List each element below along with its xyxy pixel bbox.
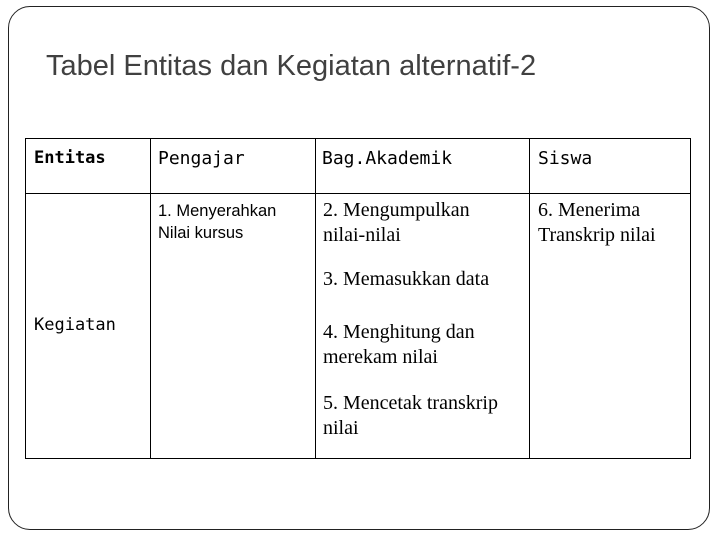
akademik-activity-line: 5. Mencetak transkrip — [323, 392, 498, 414]
akademik-activities-cell — [316, 194, 530, 459]
akademik-activity-line: 2. Mengumpulkan — [323, 199, 470, 221]
akademik-activity-line: nilai-nilai — [323, 224, 401, 246]
akademik-activity-line: nilai — [323, 417, 359, 439]
row-label-cell — [26, 194, 151, 459]
akademik-activity-2 — [323, 198, 470, 248]
table-row-kegiatan — [26, 194, 691, 459]
header-cell-akademik — [316, 139, 530, 194]
pengajar-activities-cell — [151, 194, 316, 459]
akademik-activity-4 — [323, 320, 475, 370]
siswa-activity-line: Transkrip nilai — [538, 224, 656, 246]
header-akademik: Bag.Akademik — [322, 148, 453, 169]
header-cell-entitas — [26, 139, 151, 194]
akademik-activity-5 — [323, 391, 498, 441]
akademik-activity-3 — [323, 267, 489, 292]
header-entitas: Entitas — [34, 148, 106, 168]
akademik-activity-line: 4. Menghitung dan — [323, 321, 475, 343]
header-siswa: Siswa — [538, 148, 593, 169]
pengajar-activity — [158, 200, 276, 244]
siswa-activities-cell — [530, 194, 691, 459]
header-pengajar: Pengajar — [158, 148, 245, 169]
header-cell-pengajar — [151, 139, 316, 194]
pengajar-activity-line: 1. Menyerahkan — [158, 202, 277, 220]
akademik-activity-line: merekam nilai — [323, 346, 438, 368]
siswa-activity-line: 6. Menerima — [538, 199, 641, 221]
entity-activity-table — [25, 138, 691, 459]
slide-title: Tabel Entitas dan Kegiatan alternatif-2 — [46, 50, 537, 82]
siswa-activity — [538, 198, 656, 248]
header-cell-siswa — [530, 139, 691, 194]
row-label-kegiatan: Kegiatan — [34, 315, 116, 335]
table-header-row — [26, 139, 691, 194]
pengajar-activity-line: Nilai kursus — [158, 224, 244, 242]
akademik-activity-line: 3. Memasukkan data — [323, 268, 490, 290]
